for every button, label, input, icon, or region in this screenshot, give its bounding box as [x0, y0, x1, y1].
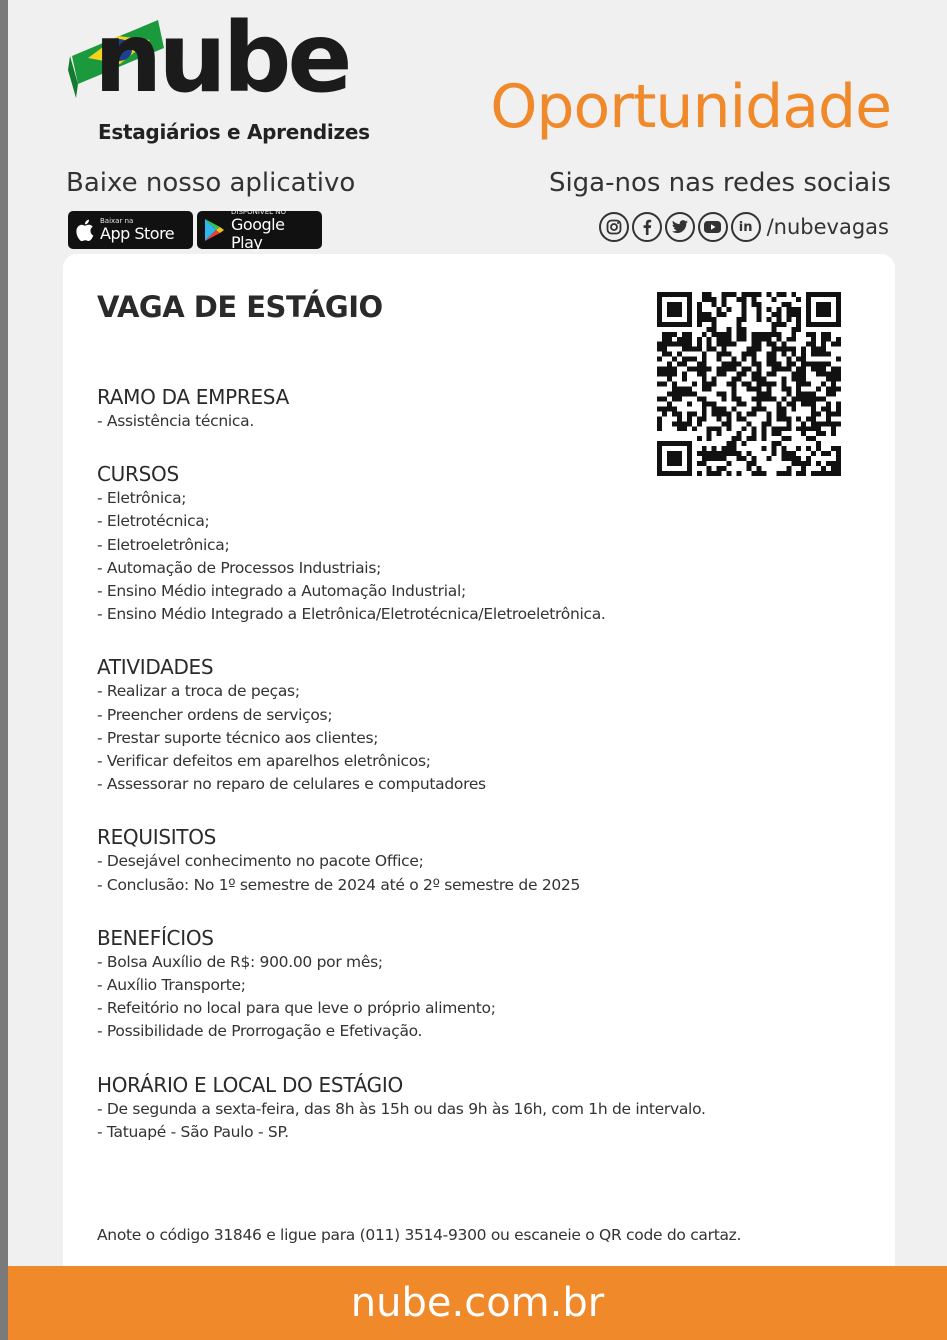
google-play-label: Google Play: [231, 215, 285, 252]
section-line: - De segunda a sexta-feira, das 8h às 15h ou das 9h às 16h, com 1h de intervalo.: [97, 1099, 706, 1118]
section-line: - Refeitório no local para que leve o próprio alimento;: [97, 999, 496, 1018]
section-4: [97, 925, 857, 1044]
social-links: [599, 212, 889, 242]
logo-subtitle: Estagiários e Aprendizes: [98, 120, 370, 144]
section-line: - Ensino Médio integrado a Automação Industrial;: [97, 582, 466, 601]
section-line: - Eletrotécnica;: [97, 512, 210, 531]
section-title: BENEFÍCIOS: [97, 925, 214, 950]
facebook-icon[interactable]: [632, 212, 662, 242]
section-line: - Realizar a troca de peças;: [97, 682, 300, 701]
job-sections: [97, 384, 857, 1172]
viewer-edge-left: [0, 0, 8, 1340]
section-title: ATIVIDADES: [97, 655, 214, 680]
section-line: - Preencher ordens de serviços;: [97, 705, 333, 724]
section-line: - Auxílio Transporte;: [97, 976, 246, 995]
section-5: [97, 1072, 857, 1144]
section-title: REQUISITOS: [97, 825, 217, 850]
google-play-icon: [203, 218, 225, 242]
app-store-label: App Store: [100, 224, 175, 243]
headline: Oportunidade: [490, 72, 891, 142]
apple-icon: [74, 218, 94, 242]
store-buttons: [68, 208, 322, 252]
section-line: - Prestar suporte técnico aos clientes;: [97, 728, 379, 747]
section-title: CURSOS: [97, 462, 179, 487]
logo-wordmark: nube: [94, 2, 349, 114]
twitter-icon[interactable]: [665, 212, 695, 242]
section-3: [97, 824, 857, 896]
section-0: [97, 384, 857, 433]
website-link[interactable]: nube.com.br: [350, 1280, 605, 1326]
section-1: [97, 461, 857, 626]
nube-logo: [66, 2, 370, 158]
google-play-small-label: DISPONÍVEL NO: [231, 208, 287, 216]
linkedin-icon[interactable]: in: [731, 212, 761, 242]
section-title: RAMO DA EMPRESA: [97, 385, 289, 409]
app-download-title: Baixe nosso aplicativo: [66, 168, 356, 198]
website-banner: [8, 1266, 947, 1340]
section-line: - Eletroeletrônica;: [97, 535, 230, 554]
poster-page: [8, 0, 947, 1340]
section-line: - Assessorar no reparo de celulares e computadores: [97, 775, 486, 794]
section-line: - Ensino Médio Integrado a Eletrônica/Eletrotécnica/Eletroeletrônica.: [97, 605, 606, 624]
section-line: - Assistência técnica.: [97, 412, 254, 430]
social-title: Siga-nos nas redes sociais: [548, 168, 891, 198]
section-line: - Bolsa Auxílio de R$: 900.00 por mês;: [97, 952, 383, 971]
section-line: - Verificar defeitos em aparelhos eletrônicos;: [97, 752, 431, 771]
section-2: [97, 654, 857, 796]
social-handle[interactable]: /nubevagas: [766, 215, 889, 239]
youtube-icon[interactable]: [698, 212, 728, 242]
section-title: HORÁRIO E LOCAL DO ESTÁGIO: [97, 1072, 403, 1097]
section-line: - Automação de Processos Industriais;: [97, 558, 382, 577]
instagram-icon[interactable]: [599, 212, 629, 242]
contact-note: Anote o código 31846 e ligue para (011) 3514-9300 ou escaneie o QR code do cartaz.: [97, 1226, 742, 1244]
app-store-button[interactable]: [68, 211, 193, 249]
section-line: - Desejável conhecimento no pacote Office;: [97, 852, 424, 871]
job-card: [63, 254, 895, 1284]
section-line: - Conclusão: No 1º semestre de 2024 até o 2º semestre de 2025: [97, 875, 581, 894]
app-store-small-label: Baixar na: [100, 217, 134, 225]
section-line: - Eletrônica;: [97, 489, 187, 508]
section-line: - Tatuapé - São Paulo - SP.: [97, 1122, 289, 1141]
section-line: - Possibilidade de Prorrogação e Efetivação.: [97, 1022, 423, 1041]
card-title: VAGA DE ESTÁGIO: [97, 290, 383, 324]
google-play-button[interactable]: [197, 208, 322, 252]
